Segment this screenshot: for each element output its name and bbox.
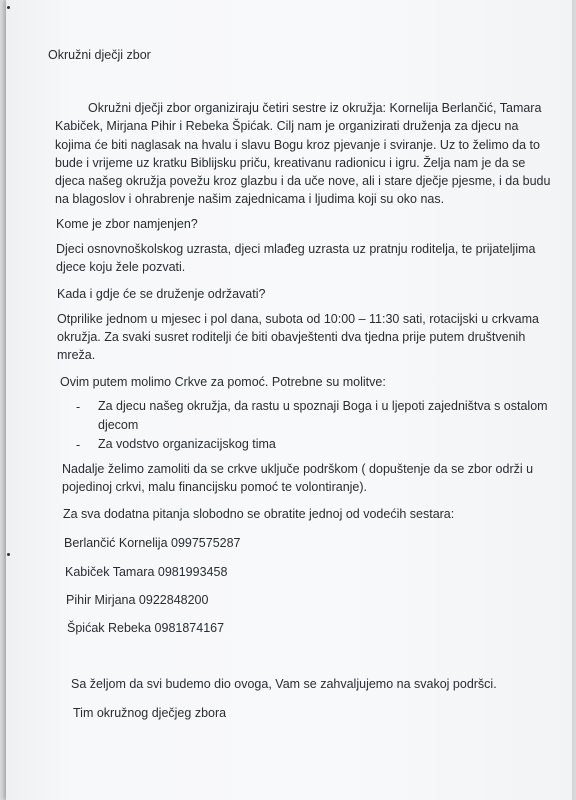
punch-hole	[7, 553, 10, 556]
contact-intro: Za sva dodatna pitanja slobodno se obratite jednoj od vodećih sestara:	[63, 507, 455, 521]
prayer-intro: Ovim putem molimo Crkve za pomoć. Potrebne su molitve:	[60, 375, 386, 389]
list-bullet: -	[76, 400, 81, 414]
paragraph-line: djeca našeg okružja povežu kroz glazbu i da uče nove, ali i stare dječje pjesme, i da budu	[55, 174, 551, 188]
paragraph-line: djece koju žele pozvati.	[56, 260, 186, 274]
closing-line: Sa željom da svi budemo dio ovoga, Vam se zahvaljujemo na svakoj podršci.	[71, 677, 497, 691]
paragraph-line: na blagoslov i ohrabrenje našim zajednicama i ljudima koji su oko nas.	[55, 192, 445, 206]
paragraph-line: Okružni dječji zbor organiziraju četiri sestre iz okružja: Kornelija Berlančić, Tamara	[88, 101, 542, 115]
paragraph-line: bude i vrijeme uz kratku Biblijsku priču, kreativanu radionicu i igru. Želja nam je da se	[55, 156, 526, 170]
signature: Tim okružnog dječjeg zbora	[73, 706, 227, 720]
contact-entry: Berlančić Kornelija 0997575287	[64, 536, 241, 550]
paragraph-line: okružja. Za svaki susret roditelji će biti obavještenti dva tjedna prije putem društvenih	[57, 330, 526, 344]
contact-entry: Kabiček Tamara 0981993458	[65, 565, 228, 579]
paragraph-line: mreža.	[57, 348, 96, 362]
punch-hole	[7, 6, 10, 9]
paragraph-line: Nadalje želimo zamoliti da se crkve uključe podrškom ( dopuštenje da se zbor održi u	[62, 462, 534, 476]
list-item-line: Za djecu našeg okružja, da rastu u spoznaji Boga i u ljepoti zajedništva s ostalom	[98, 399, 548, 413]
list-item-line: Za vodstvo organizacijskog tima	[98, 437, 276, 451]
contact-entry: Špićak Rebeka 0981874167	[67, 621, 225, 635]
paragraph-line: pojedinoj crkvi, malu financijsku pomoć te volontiranje).	[62, 480, 368, 494]
question-when-where: Kada i gdje će se druženje održavati?	[57, 287, 266, 301]
contact-entry: Pihir Mirjana 0922848200	[66, 593, 209, 607]
paragraph-line: Otprilike jednom u mjesec i pol dana, subota od 10:00 – 11:30 sati, rotacijski u crkvama	[57, 312, 539, 326]
list-bullet: -	[76, 438, 81, 452]
document-heading: Okružni dječji zbor	[48, 48, 151, 62]
paragraph-line: Kabiček, Mirjana Pihir i Rebeka Špićak. Cilj nam je organizirati druženja za djecu na	[55, 119, 519, 133]
document-page	[6, 0, 572, 800]
list-item-line: djecom	[98, 418, 139, 432]
paragraph-line: kojima će biti naglasak na hvalu i slavu Bogu kroz pjevanje i sviranje. Uz to želimo da to	[55, 138, 540, 152]
question-audience: Kome je zbor namjenjen?	[56, 217, 198, 231]
paragraph-line: Djeci osnovnoškolskog uzrasta, djeci mlađeg uzrasta uz pratnju roditelja, te prijateljima	[56, 242, 536, 256]
